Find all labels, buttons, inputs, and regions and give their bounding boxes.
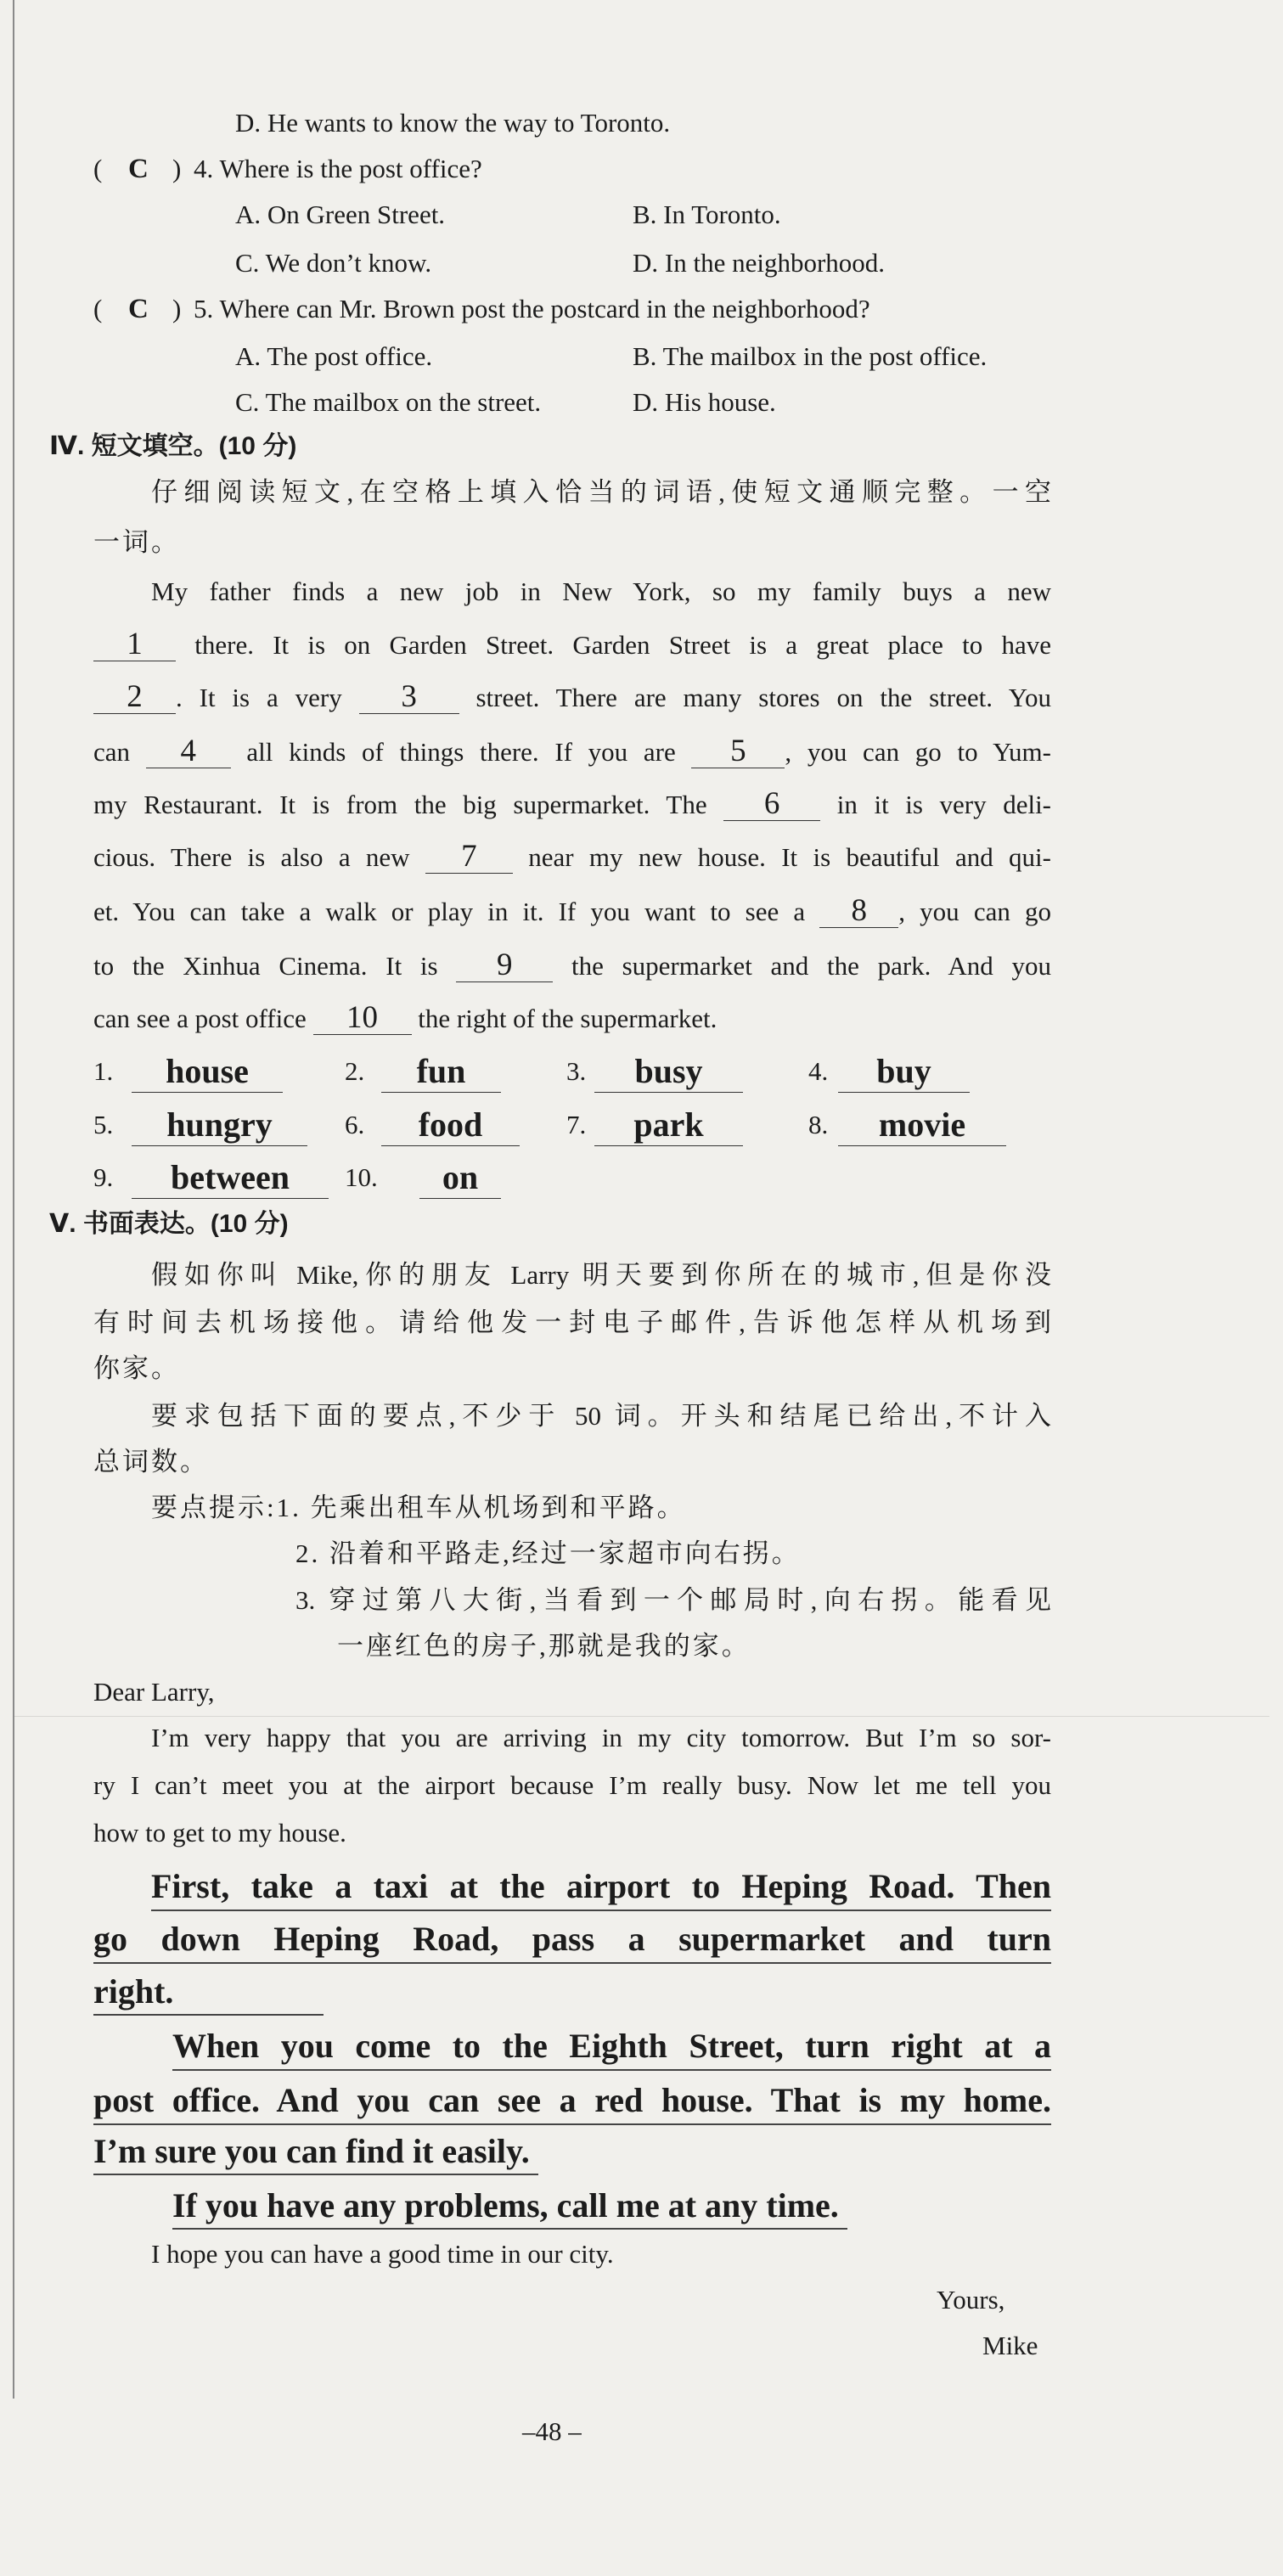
answer-word: busy: [594, 1051, 743, 1093]
blank-2: 2: [93, 681, 176, 714]
section4-instruction-line-2: 一词。: [93, 527, 180, 557]
blank-5: 5: [691, 735, 785, 768]
passage-line-3: [93, 678, 1051, 718]
blank-9: 9: [456, 949, 553, 982]
essay-answer-text: I’m sure you can find it easily.: [93, 2129, 538, 2175]
essay-answer-line: [93, 1969, 324, 2015]
q4-option-b: B. In Toronto.: [633, 200, 781, 229]
blank-10: 10: [313, 1002, 412, 1035]
passage-text: in it is very deli-: [820, 790, 1051, 819]
answer-word: between: [132, 1157, 329, 1199]
page-number: –48 –: [522, 2416, 582, 2446]
passage-text: , you can go: [898, 897, 1051, 926]
passage-line-5: [93, 785, 1051, 825]
q5-option-a: A. The post office.: [235, 341, 433, 371]
q5-paren-close: ): [172, 294, 182, 323]
passage-text: et. You can take a walk or play in it. If you want to see a: [93, 897, 820, 926]
tips-label: 要点提示:: [151, 1493, 277, 1522]
essay-answer-line: go down Heping Road, pass a supermarket and turn: [93, 1916, 1051, 1964]
answer-word: food: [381, 1105, 520, 1146]
essay-answer-text: right.: [93, 1970, 324, 2016]
q4-answer: C: [128, 154, 149, 184]
answer-word: buy: [838, 1051, 970, 1093]
passage-text: all kinds of things there. If you are: [230, 737, 692, 767]
section5-prompt-line-2: 有时间去机场接他。请给他发一封电子邮件,告诉他怎样从机场到: [93, 1308, 1051, 1337]
essay-answer-line: When you come to the Eighth Street, turn right at a: [172, 2023, 1051, 2071]
passage-text: the supermarket and the park. And you: [553, 951, 1051, 981]
passage-text: . It is a very: [176, 683, 359, 712]
letter-signature: Mike: [982, 2331, 1038, 2360]
answer-number: 2.: [345, 1056, 365, 1086]
letter-greeting: Dear Larry,: [93, 1677, 215, 1707]
section5-prompt-line-4: 要求包括下面的要点,不少于 50 词。开头和结尾已给出,不计入: [151, 1401, 1051, 1431]
letter-intro-line-3: how to get to my house.: [93, 1818, 346, 1848]
answer-word: fun: [381, 1051, 501, 1093]
q4-stem: 4. Where is the post office?: [194, 154, 482, 183]
essay-answer-line: [93, 2129, 538, 2174]
answer-word: movie: [838, 1105, 1006, 1146]
answer-number: 4.: [808, 1056, 829, 1086]
left-margin-rule: [13, 0, 14, 2399]
answer-word: hungry: [132, 1105, 307, 1146]
answer-word: park: [594, 1105, 743, 1146]
tip-item: 3. 穿过第八大街,当看到一个邮局时,向右拐。能看见: [295, 1585, 1051, 1615]
q5-option-d: D. His house.: [633, 387, 776, 417]
letter-closing-line: I hope you can have a good time in our city.: [151, 2239, 614, 2269]
q4-paren-open: (: [93, 154, 103, 183]
letter-signoff: Yours,: [937, 2285, 1005, 2314]
blank-3: 3: [359, 681, 459, 714]
answer-number: 7.: [566, 1110, 587, 1139]
answer-number: 3.: [566, 1056, 587, 1086]
q5-paren-open: (: [93, 294, 103, 323]
essay-answer-text: If you have any problems, call me at any time.: [172, 2184, 847, 2230]
q5-option-b: B. The mailbox in the post office.: [633, 341, 988, 371]
tips-line-1: [151, 1488, 686, 1528]
answer-number: 1.: [93, 1056, 114, 1086]
tip-item: 1. 先乘出租车从机场到和平路。: [276, 1493, 686, 1522]
answer-word: on: [419, 1157, 501, 1199]
essay-answer-line: [172, 2183, 847, 2229]
blank-4: 4: [146, 735, 231, 768]
letter-intro-line-2: ry I can’t meet you at the airport because I’m really busy. Now let me tell you: [93, 1770, 1051, 1800]
passage-text: the right of the supermarket.: [411, 1004, 717, 1033]
passage-line-8: [93, 946, 1051, 987]
section4-instruction-line-1: 仔细阅读短文,在空格上填入恰当的词语,使短文通顺完整。一空: [151, 477, 1051, 507]
blank-8: 8: [819, 895, 898, 928]
blank-6: 6: [723, 788, 820, 821]
section5-prompt-line-3: 你家。: [93, 1353, 180, 1383]
q3-option-d: D. He wants to know the way to Toronto.: [235, 108, 671, 138]
q5-answer: C: [128, 294, 149, 324]
answer-number: 5.: [93, 1110, 114, 1139]
q4-option-a: A. On Green Street.: [235, 200, 446, 229]
faint-page-rule: [14, 1716, 1269, 1717]
passage-line-1: My father finds a new job in New York, so my family buys a new: [151, 577, 1051, 606]
passage-text: my Restaurant. It is from the big supermarket. The: [93, 790, 724, 819]
answer-number: 6.: [345, 1110, 365, 1139]
q4-paren-close: ): [172, 154, 182, 183]
section5-heading: Ⅴ. 书面表达。(10 分): [49, 1210, 289, 1238]
passage-line-6: [93, 837, 1051, 878]
section5-prompt-line-1: 假如你叫 Mike,你的朋友 Larry 明天要到你所在的城市,但是你没: [151, 1260, 1051, 1290]
passage-text: cious. There is also a new: [93, 842, 425, 872]
passage-text: can see a post office: [93, 1004, 313, 1033]
essay-answer-line: post office. And you can see a red house. That is my home.: [93, 2078, 1051, 2125]
answer-number: 8.: [808, 1110, 829, 1139]
passage-text: can: [93, 737, 146, 767]
blank-7: 7: [425, 841, 513, 874]
answer-number: 9.: [93, 1162, 114, 1192]
essay-answer-line: First, take a taxi at the airport to Heping Road. Then: [151, 1864, 1051, 1911]
tip-item: 2. 沿着和平路走,经过一家超市向右拐。: [295, 1538, 801, 1568]
passage-line-7: [93, 891, 1051, 932]
passage-text: there. It is on Garden Street. Garden Street is a great place to have: [176, 630, 1051, 660]
blank-1: 1: [93, 628, 176, 661]
q4-option-c: C. We don’t know.: [235, 248, 432, 278]
section5-prompt-line-5: 总词数。: [93, 1447, 209, 1476]
q5-stem: 5. Where can Mr. Brown post the postcard in the neighborhood?: [194, 294, 870, 323]
section4-heading: Ⅳ. 短文填空。(10 分): [49, 432, 297, 460]
passage-text: to the Xinhua Cinema. It is: [93, 951, 457, 981]
tip-item-continued: 一座红色的房子,那就是我的家。: [337, 1631, 751, 1661]
passage-text: street. There are many stores on the street. You: [459, 683, 1051, 712]
answer-number: 10.: [345, 1162, 378, 1192]
passage-line-4: [93, 732, 1051, 773]
passage-text: near my new house. It is beautiful and qui-: [512, 842, 1051, 872]
q4-option-d: D. In the neighborhood.: [633, 248, 886, 278]
answer-word: house: [132, 1051, 283, 1093]
letter-intro-line-1: I’m very happy that you are arriving in my city tomorrow. But I’m so sor-: [151, 1723, 1051, 1752]
passage-line-9: [93, 998, 717, 1039]
passage-text: , you can go to Yum-: [785, 737, 1051, 767]
passage-line-2: [93, 625, 1051, 666]
q5-option-c: C. The mailbox on the street.: [235, 387, 542, 417]
